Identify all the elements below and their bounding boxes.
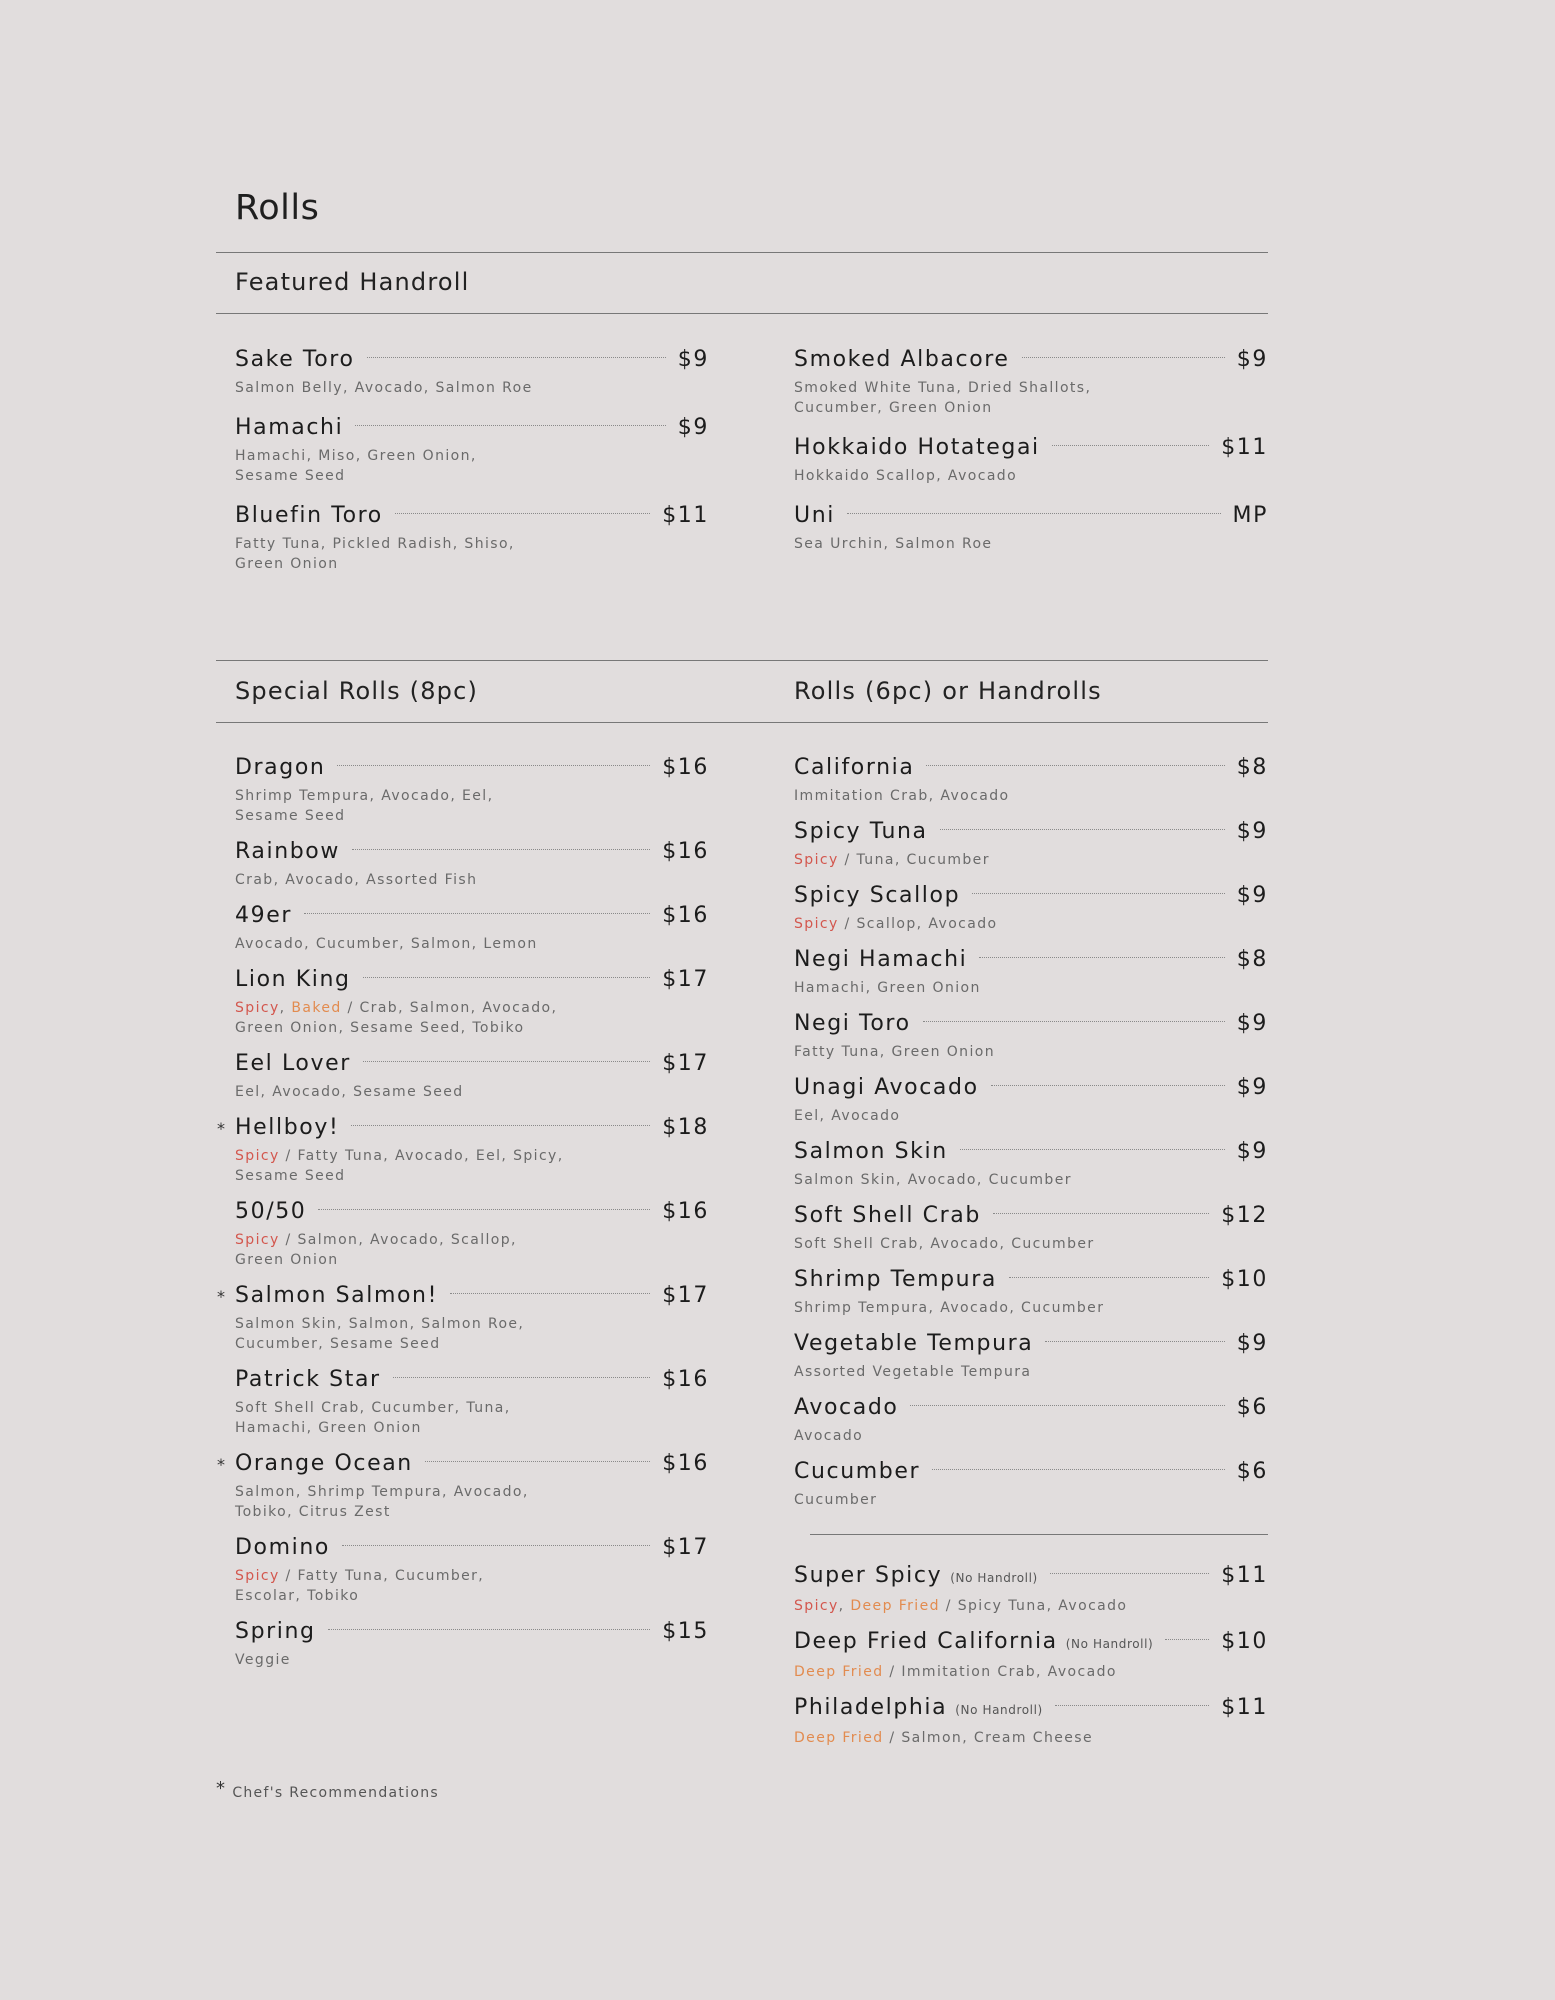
menu-item — [235, 1617, 709, 1670]
tag-spicy: Spicy — [235, 1000, 280, 1016]
menu-item-name: Philadelphia — [794, 1695, 948, 1720]
menu-item — [794, 1329, 1268, 1382]
menu-item-name: Hokkaido Hotategai — [794, 435, 1040, 460]
dot-leader — [318, 1209, 650, 1210]
menu-item-name: Patrick Star — [235, 1367, 381, 1392]
featured-right-column — [794, 345, 1268, 554]
menu-item-price: $12 — [1221, 1203, 1268, 1228]
menu-item-price: $11 — [1221, 435, 1268, 460]
menu-item — [794, 1457, 1268, 1510]
menu-item — [794, 1627, 1268, 1682]
menu-item-header — [235, 413, 709, 443]
menu-item-description: Crab, Avocado, Assorted Fish — [235, 872, 478, 888]
menu-item-price: $9 — [1236, 1011, 1268, 1036]
menu-item-name: Rainbow — [235, 839, 340, 864]
menu-item-name: Cucumber — [794, 1459, 921, 1484]
menu-item-price: $16 — [662, 1199, 709, 1224]
menu-item-name: Domino — [235, 1535, 330, 1560]
menu-item-name: Deep Fried California — [794, 1629, 1058, 1654]
menu-item-description: Assorted Vegetable Tempura — [794, 1364, 1032, 1380]
menu-item-name: Sake Toro — [235, 347, 355, 372]
dot-leader — [940, 829, 1225, 830]
menu-item-header — [794, 501, 1268, 531]
menu-item-name: Bluefin Toro — [235, 503, 383, 528]
menu-item-description: Spicy, Baked / Crab, Salmon, Avocado, Green Onion, Sesame Seed, Tobiko — [235, 1000, 558, 1036]
menu-item-price: $17 — [662, 1283, 709, 1308]
menu-item-header — [794, 753, 1268, 783]
menu-item-header — [794, 1137, 1268, 1167]
tag-spicy: Spicy — [794, 852, 839, 868]
menu-item-header — [217, 1113, 709, 1143]
divider — [216, 660, 1268, 661]
featured-left-column — [235, 345, 709, 574]
tag-deep-fried: Deep Fried — [794, 1730, 884, 1746]
menu-item-description: Eel, Avocado, Sesame Seed — [235, 1084, 464, 1100]
menu-item-price: $9 — [1236, 819, 1268, 844]
menu-item-name: Uni — [794, 503, 835, 528]
menu-item-price: $9 — [1236, 1331, 1268, 1356]
dot-leader — [993, 1213, 1209, 1214]
menu-item — [235, 901, 709, 954]
menu-item — [235, 345, 709, 398]
menu-item-description: Salmon Skin, Salmon, Salmon Roe, Cucumber, Sesame Seed — [235, 1316, 525, 1352]
menu-item-header — [794, 1009, 1268, 1039]
menu-item — [794, 817, 1268, 870]
menu-item-price: $17 — [662, 1051, 709, 1076]
menu-item-description: Spicy / Salmon, Avocado, Scallop, Green Onion — [235, 1232, 517, 1268]
dot-leader — [972, 893, 1225, 894]
menu-item-name: Orange Ocean — [235, 1451, 413, 1476]
star-icon: * — [216, 1778, 227, 1799]
menu-item-price: $9 — [1236, 347, 1268, 372]
menu-item-price: $16 — [662, 839, 709, 864]
menu-item-price: $9 — [677, 347, 709, 372]
menu-item-price: $9 — [1236, 1075, 1268, 1100]
menu-item — [794, 1693, 1268, 1748]
dot-leader — [1165, 1639, 1209, 1640]
menu-item-description: Hokkaido Scallop, Avocado — [794, 468, 1018, 484]
rolls-column — [794, 753, 1268, 1510]
menu-item-description: Spicy / Tuna, Cucumber — [794, 852, 990, 868]
divider — [216, 313, 1268, 314]
menu-item-header — [235, 345, 709, 375]
menu-item-price: $10 — [1221, 1267, 1268, 1292]
menu-item-header — [235, 965, 709, 995]
menu-item-header — [235, 1197, 709, 1227]
menu-item-name: Eel Lover — [235, 1051, 351, 1076]
dot-leader — [367, 357, 666, 358]
menu-item-header — [794, 817, 1268, 847]
dot-leader — [351, 1125, 650, 1126]
dot-leader — [1009, 1277, 1209, 1278]
dot-leader — [926, 765, 1224, 766]
menu-item-note: (No Handroll) — [1065, 1637, 1154, 1651]
menu-item — [235, 837, 709, 890]
menu-item-price: $9 — [1236, 1139, 1268, 1164]
menu-item — [794, 345, 1268, 418]
menu-item-header — [794, 881, 1268, 911]
tag-spicy: Spicy — [794, 916, 839, 932]
menu-item-price: $17 — [662, 1535, 709, 1560]
menu-item-header — [794, 345, 1268, 375]
menu-item-name: Shrimp Tempura — [794, 1267, 997, 1292]
menu-item-price: $11 — [1221, 1563, 1268, 1588]
menu-item-header — [217, 1281, 709, 1311]
menu-item-price: $11 — [662, 503, 709, 528]
menu-item — [235, 1197, 709, 1270]
menu-item-name: Avocado — [794, 1395, 899, 1420]
tag-spicy: Spicy — [235, 1232, 280, 1248]
menu-item-description: Veggie — [235, 1652, 291, 1668]
menu-item-price: $8 — [1236, 947, 1268, 972]
dot-leader — [1055, 1705, 1209, 1706]
menu-item-price: $9 — [1236, 883, 1268, 908]
star-icon: * — [217, 1287, 227, 1306]
menu-item-header — [794, 433, 1268, 463]
rolls-extra-column — [794, 1561, 1268, 1748]
dot-leader — [363, 977, 651, 978]
menu-item-header — [235, 501, 709, 531]
menu-item — [794, 1201, 1268, 1254]
menu-item-description: Deep Fried / Salmon, Cream Cheese — [794, 1730, 1093, 1746]
menu-item-name: Spring — [235, 1619, 316, 1644]
menu-item-name: 50/50 — [235, 1199, 307, 1224]
menu-item-header — [217, 1449, 709, 1479]
menu-item-header — [794, 1329, 1268, 1359]
page-title: Rolls — [235, 188, 320, 228]
divider — [810, 1534, 1268, 1535]
menu-item — [235, 1533, 709, 1606]
menu-item-name: Salmon Salmon! — [235, 1283, 438, 1308]
menu-item-header — [235, 1617, 709, 1647]
menu-item — [794, 1265, 1268, 1318]
dot-leader — [1050, 1573, 1209, 1574]
dot-leader — [328, 1629, 651, 1630]
menu-item-name: 49er — [235, 903, 292, 928]
menu-item-description: Shrimp Tempura, Avocado, Cucumber — [794, 1300, 1105, 1316]
menu-item-price: $16 — [662, 903, 709, 928]
menu-item-header — [794, 1265, 1268, 1295]
menu-item-price: $6 — [1236, 1459, 1268, 1484]
menu-item — [235, 413, 709, 486]
menu-item-header — [235, 1533, 709, 1563]
dot-leader — [450, 1293, 650, 1294]
menu-item-description: Fatty Tuna, Green Onion — [794, 1044, 995, 1060]
footnote-text: Chef's Recommendations — [232, 1785, 440, 1801]
dot-leader — [337, 765, 650, 766]
menu-item-name: California — [794, 755, 915, 780]
dot-leader — [979, 957, 1224, 958]
menu-item-description: Salmon, Shrimp Tempura, Avocado, Tobiko, Citrus Zest — [235, 1484, 529, 1520]
menu-item — [217, 1281, 709, 1354]
menu-item-description: Spicy / Scallop, Avocado — [794, 916, 998, 932]
dot-leader — [355, 425, 666, 426]
menu-item-price: $16 — [662, 1451, 709, 1476]
menu-item — [794, 501, 1268, 554]
dot-leader — [395, 513, 650, 514]
menu-item-header — [235, 1365, 709, 1395]
menu-item-name: Soft Shell Crab — [794, 1203, 981, 1228]
menu-item-price: $16 — [662, 755, 709, 780]
menu-item-price: $11 — [1221, 1695, 1268, 1720]
dot-leader — [352, 849, 650, 850]
menu-item-header — [235, 753, 709, 783]
menu-item-name: Spicy Tuna — [794, 819, 928, 844]
tag-spicy: Spicy — [794, 1598, 839, 1614]
menu-item — [794, 881, 1268, 934]
menu-item-description: Hamachi, Green Onion — [794, 980, 981, 996]
dot-leader — [960, 1149, 1225, 1150]
menu-item-description: Spicy, Deep Fried / Spicy Tuna, Avocado — [794, 1598, 1128, 1614]
menu-item-note: (No Handroll) — [950, 1571, 1038, 1585]
menu-item-header — [794, 1693, 1268, 1725]
dot-leader — [923, 1021, 1225, 1022]
dot-leader — [363, 1061, 650, 1062]
menu-item-description: Avocado — [794, 1428, 864, 1444]
dot-leader — [932, 1469, 1225, 1470]
menu-item — [794, 1009, 1268, 1062]
special-rolls-column — [217, 753, 709, 1670]
section-title-rolls: Rolls (6pc) or Handrolls — [794, 677, 1102, 705]
menu-item-price: $18 — [662, 1115, 709, 1140]
menu-item-name: Spicy Scallop — [794, 883, 961, 908]
menu-item-description: Spicy / Fatty Tuna, Avocado, Eel, Spicy, Sesame Seed — [235, 1148, 564, 1184]
menu-item — [217, 1113, 709, 1186]
menu-item — [794, 945, 1268, 998]
menu-item-description: Fatty Tuna, Pickled Radish, Shiso, Green Onion — [235, 536, 515, 572]
dot-leader — [342, 1545, 650, 1546]
star-icon: * — [217, 1455, 227, 1474]
dot-leader — [991, 1085, 1225, 1086]
menu-item-name: Hamachi — [235, 415, 344, 440]
menu-item-note: (No Handroll) — [955, 1703, 1043, 1717]
menu-item-description: Sea Urchin, Salmon Roe — [794, 536, 993, 552]
menu-item-description: Cucumber — [794, 1492, 878, 1508]
menu-item-price: $9 — [677, 415, 709, 440]
dot-leader — [393, 1377, 651, 1378]
menu-item-header — [794, 1393, 1268, 1423]
menu-item-description: Hamachi, Miso, Green Onion, Sesame Seed — [235, 448, 477, 484]
menu-item-description: Shrimp Tempura, Avocado, Eel, Sesame Seed — [235, 788, 494, 824]
tag-deep-fried: Deep Fried — [794, 1664, 884, 1680]
menu-item — [794, 1561, 1268, 1616]
menu-item — [794, 753, 1268, 806]
menu-item-description: Salmon Belly, Avocado, Salmon Roe — [235, 380, 533, 396]
menu-item-description: Soft Shell Crab, Cucumber, Tuna, Hamachi, Green Onion — [235, 1400, 511, 1436]
menu-item — [235, 965, 709, 1038]
menu-item-description: Soft Shell Crab, Avocado, Cucumber — [794, 1236, 1095, 1252]
menu-item-name: Lion King — [235, 967, 351, 992]
menu-item — [794, 1137, 1268, 1190]
menu-item-description: Deep Fried / Immitation Crab, Avocado — [794, 1664, 1117, 1680]
menu-item-header — [794, 1561, 1268, 1593]
menu-item-name: Salmon Skin — [794, 1139, 948, 1164]
dot-leader — [304, 913, 650, 914]
menu-item — [794, 1073, 1268, 1126]
menu-item-name: Negi Toro — [794, 1011, 911, 1036]
divider — [216, 252, 1268, 253]
menu-item-header — [235, 1049, 709, 1079]
menu-item-name: Hellboy! — [235, 1115, 340, 1140]
menu-item-header — [794, 1457, 1268, 1487]
menu-item — [217, 1449, 709, 1522]
dot-leader — [910, 1405, 1224, 1406]
footnote — [216, 1778, 440, 1802]
menu-item-header — [235, 837, 709, 867]
menu-item-header — [235, 901, 709, 931]
menu-item-header — [794, 1201, 1268, 1231]
menu-item-price: $16 — [662, 1367, 709, 1392]
section-title-featured: Featured Handroll — [235, 268, 470, 296]
menu-item-price: $17 — [662, 967, 709, 992]
dot-leader — [425, 1461, 650, 1462]
dot-leader — [1052, 445, 1209, 446]
menu-item-price: $6 — [1236, 1395, 1268, 1420]
menu-item-description: Avocado, Cucumber, Salmon, Lemon — [235, 936, 538, 952]
menu-item-name: Unagi Avocado — [794, 1075, 979, 1100]
tag-spicy: Spicy — [235, 1148, 280, 1164]
menu-item-description: Immitation Crab, Avocado — [794, 788, 1010, 804]
menu-item-description: Salmon Skin, Avocado, Cucumber — [794, 1172, 1072, 1188]
menu-item-name: Super Spicy — [794, 1563, 943, 1588]
dot-leader — [1045, 1341, 1224, 1342]
menu-item-name: Negi Hamachi — [794, 947, 968, 972]
menu-item-name: Vegetable Tempura — [794, 1331, 1034, 1356]
menu-item-description: Smoked White Tuna, Dried Shallots, Cucumber, Green Onion — [794, 380, 1092, 416]
menu-item-header — [794, 1627, 1268, 1659]
menu-item-header — [794, 945, 1268, 975]
dot-leader — [1022, 357, 1225, 358]
menu-item-price: $15 — [662, 1619, 709, 1644]
menu-item — [235, 501, 709, 574]
section-title-special: Special Rolls (8pc) — [235, 677, 479, 705]
menu-item-description: Eel, Avocado — [794, 1108, 901, 1124]
tag-spicy: Spicy — [235, 1568, 280, 1584]
menu-item — [235, 753, 709, 826]
tag-deep-fried: Deep Fried — [850, 1598, 940, 1614]
menu-item — [235, 1049, 709, 1102]
menu-item-name: Smoked Albacore — [794, 347, 1010, 372]
menu-item — [794, 1393, 1268, 1446]
menu-item-name: Dragon — [235, 755, 326, 780]
menu-item — [794, 433, 1268, 486]
menu-item-price: $8 — [1236, 755, 1268, 780]
menu-item-price: MP — [1232, 503, 1268, 528]
menu-item-description: Spicy / Fatty Tuna, Cucumber, Escolar, Tobiko — [235, 1568, 485, 1604]
menu-item-header — [794, 1073, 1268, 1103]
dot-leader — [847, 513, 1221, 514]
divider — [216, 722, 1268, 723]
menu-item — [235, 1365, 709, 1438]
star-icon: * — [217, 1119, 227, 1138]
menu-page — [216, 0, 1268, 2000]
tag-baked: Baked — [291, 1000, 342, 1016]
menu-item-price: $10 — [1221, 1629, 1268, 1654]
